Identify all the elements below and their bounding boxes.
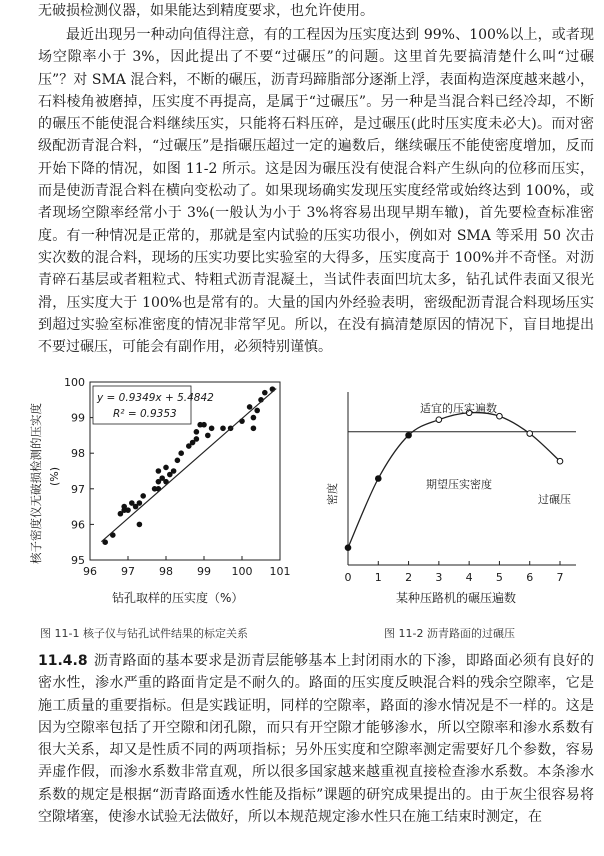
figure-11-2-curve — [318, 380, 598, 625]
fig1-data-point — [171, 468, 177, 474]
fig2-x-tick-label: 1 — [374, 571, 382, 584]
fig2-data-point — [557, 458, 563, 464]
fig1-data-point — [262, 390, 268, 396]
fig2-x-tick-label: 3 — [435, 571, 443, 584]
fig1-x-tick-label: 101 — [269, 565, 291, 578]
fig1-caption: 图 11-1 核子仪与钻孔试件结果的标定关系 — [40, 627, 248, 640]
fig2-data-point — [345, 545, 351, 551]
fig1-data-point — [270, 386, 276, 392]
fig1-x-tick-label: 100 — [231, 565, 253, 578]
fig1-data-point — [125, 507, 131, 513]
fig1-y-tick-label: 98 — [71, 447, 85, 461]
fig2-data-point — [527, 431, 533, 437]
fig2-ylabel: 密度 — [326, 483, 339, 505]
fig2-x-tick-label: 7 — [556, 571, 564, 584]
fig1-data-point — [254, 408, 260, 414]
fig2-data-point — [375, 476, 381, 482]
fig1-x-tick-label: 97 — [121, 565, 135, 578]
fig1-x-tick-label: 99 — [197, 565, 211, 578]
fig1-data-point — [197, 422, 203, 428]
fig2-xlabel: 某种压路机的碾压遍数 — [396, 591, 517, 605]
fig1-data-point — [137, 500, 143, 506]
fig2-x-tick-label: 0 — [344, 571, 352, 584]
fig1-data-point — [175, 458, 181, 464]
fig1-data-point — [194, 429, 200, 435]
fig1-data-point — [251, 415, 257, 421]
fig1-x-tick-label: 96 — [83, 565, 97, 578]
fig2-x-tick-label: 5 — [495, 571, 503, 584]
fig1-x-tick-label: 98 — [159, 565, 173, 578]
fig1-y-tick-label: 96 — [71, 518, 85, 532]
fig1-y-tick-label: 99 — [71, 411, 85, 425]
fig2-x-tick-label: 6 — [526, 571, 534, 584]
paragraph-intro: 无破损检测仪器，如果能达到精度要求，也允许使用。 — [38, 3, 374, 19]
paragraph-permeability-text: 沥青路面的基本要求是沥青层能够基本上封闭雨水的下渗，即路面必须有良好的密水性，渗水严重的路面肯定是不耐久的。路面的压实度反映混合料的残余空隙率，它是施工质量的重要指标。但是实践证明，同样的空隙率，路面的渗水情况是不一样的。这是因为空隙率包括了开空隙和闭孔隙，而只有开空隙才能够渗水，所以空隙率和渗水系数有很大关系，却又是性质不同的两项指标；另外压实度和空隙率测定需要好几个参数，容易弄虚作假，而渗水系数非常直观，所以很多国家越来越重视直接检查渗水系数。本条渗水系数的规定是根据“沥青路面透水性能及指标”课题的研究成果提出的。由于灰尘很容易将空隙堵塞，使渗水试验无法做好，所以本规范规定渗水性只在施工结束时测定，在 — [38, 653, 594, 826]
fig1-r-squared: R² = 0.9353 — [113, 408, 177, 420]
fig1-data-point — [178, 450, 184, 456]
fig1-data-point — [156, 468, 162, 474]
fig2-caption: 图 11-2 沥青路面的过碾压 — [384, 627, 515, 640]
fig1-yunit: (%) — [48, 466, 61, 486]
fig2-label-target: 期望压实密度 — [426, 478, 492, 491]
paragraph-over-compaction: 最近出现另一种动向值得注意，有的工程因为压实度达到 99%、100%以上，或者现场空隙率小于 3%，因此提出了不要“过碾压”的问题。这里首先要搞清楚什么叫“过碾压”？对 SMA 混合料，不断的碾压，沥青玛蹄脂部分逐渐上浮，表面构造深度越来越小，石料棱角被磨掉，压实度不再提高，是属于“过碾压”。另一种是当混合料已经冷却，不断的碾压不能使混合料继续压实，只能将石料压碎，是过碾压(此时压实度未必大)。而对密级配沥青混合料，“过碾压”是指碾压超过一定的遍数后，继续碾压不能使密度增加，反而开始下降的情况，如图 11-2 所示。这是因为碾压没有使混合料产生纵向的位移而压实，而是使沥青混合料在横向变松动了。如果现场确实发现压实度经常或始终达到 100%，或者现场空隙率经常小于 3%(一般认为小于 3%将容易出现早期车辙)，首先要检查标准密度。有一种情况是正常的，那就是室内试验的压实功很小，例如对 SMA 等采用 50 次击实次数的混合料，现场的压实功要比实验室的大得多，压实度高于 100%并不奇怪。对沥青碎石基层或者粗粒式、特粗式沥青混凝土，当试件表面凹坑太多，钻孔试件表面又很光滑，压实度大于 100%也是常有的。大量的国内外经验表明，密级配沥青混合料现场压实到超过实验室标准密度的情况非常罕见。所以，在没有搞清楚原因的情况下，盲目地提出不要过碾压，可能会有副作用，必须特别谨慎。 — [38, 27, 594, 356]
fig2-data-point — [406, 432, 412, 438]
fig2-label-over: 过碾压 — [538, 493, 571, 506]
section-number: 11.4.8 — [38, 653, 88, 669]
fig1-data-point — [247, 404, 253, 410]
fig1-data-point — [140, 493, 146, 499]
fig1-data-point — [163, 465, 169, 471]
fig2-x-tick-label: 2 — [405, 571, 413, 584]
fig1-equation: y = 0.9349x + 5.4842 — [97, 392, 214, 404]
fig1-xlabel: 钻孔取样的压实度（%） — [112, 591, 244, 605]
figure-11-1-scatter — [20, 370, 300, 615]
fig1-data-point — [205, 433, 211, 439]
fig1-ylabel: 核子密度仪无破损检测的压实度 — [29, 403, 43, 564]
fig1-data-point — [251, 425, 257, 431]
fig1-data-point — [220, 425, 226, 431]
fig2-data-point — [497, 413, 503, 419]
fig1-y-tick-label: 95 — [71, 554, 85, 567]
fig2-data-point — [436, 417, 442, 423]
fig1-data-point — [137, 522, 143, 528]
fig2-x-tick-label: 4 — [465, 571, 473, 584]
paragraph-permeability — [38, 650, 594, 828]
fig1-y-tick-label: 100 — [64, 376, 85, 389]
fig1-data-point — [194, 436, 200, 442]
fig1-y-tick-label: 97 — [71, 482, 85, 496]
fig1-data-point — [209, 425, 215, 431]
fig2-label-optimal: 适宜的压实遍数 — [420, 402, 497, 415]
fig2-tick-group — [345, 561, 564, 584]
